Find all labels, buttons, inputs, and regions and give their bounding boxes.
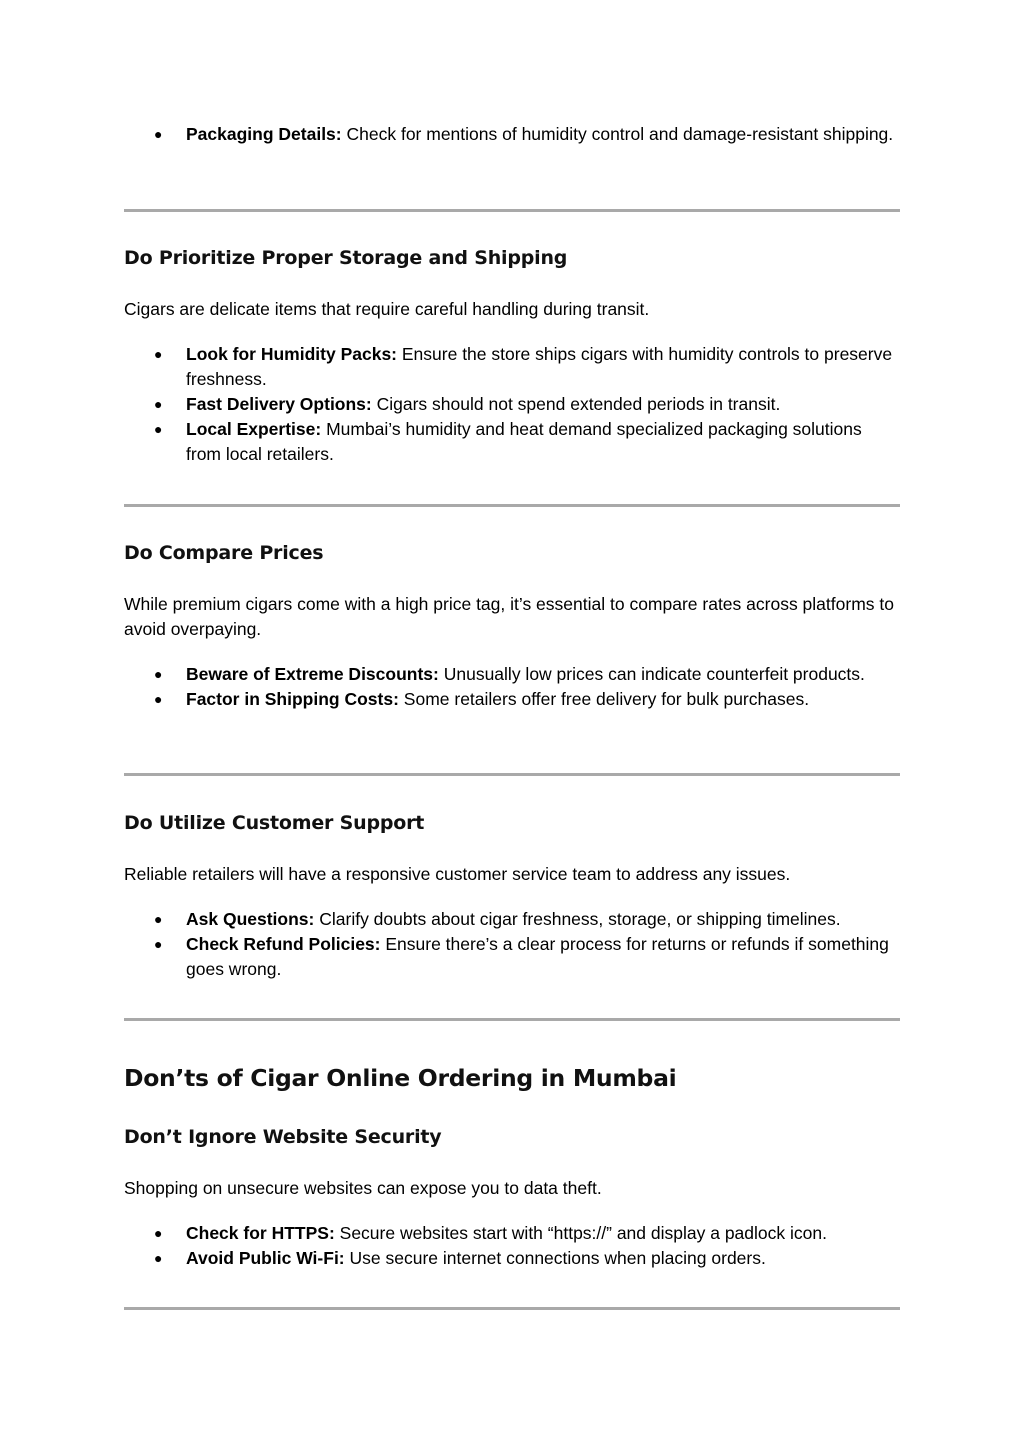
- section-list: [124, 342, 900, 467]
- item-term: Check for HTTPS:: [186, 1223, 335, 1243]
- section-heading: Do Utilize Customer Support: [124, 812, 425, 834]
- section-paragraph: Shopping on unsecure websites can expose you to data theft.: [124, 1178, 602, 1198]
- item-text: Use secure internet connections when placing orders.: [344, 1248, 766, 1268]
- section-list: [124, 907, 900, 982]
- bullet-icon: ●: [154, 911, 163, 927]
- bullet-icon: ●: [154, 1250, 163, 1266]
- intro-list: [124, 122, 900, 147]
- bullet-icon: ●: [154, 396, 163, 412]
- list-item: [124, 122, 900, 147]
- item-text: Unusually low prices can indicate counterfeit products.: [438, 664, 865, 684]
- item-text: Mumbai’s humidity and heat demand specialized packaging solutions from local retailers.: [186, 419, 862, 464]
- section-divider: [124, 1018, 900, 1021]
- item-term: Check Refund Policies:: [186, 934, 381, 954]
- bullet-icon: ●: [154, 421, 163, 437]
- section-list: [124, 1221, 900, 1271]
- section-divider: [124, 209, 900, 212]
- list-item: [124, 932, 900, 982]
- section-heading: Don’t Ignore Website Security: [124, 1126, 442, 1148]
- list-item: [124, 907, 900, 932]
- bullet-icon: ●: [154, 936, 163, 952]
- list-item: [124, 417, 900, 467]
- item-text: Ensure the store ships cigars with humidity controls to preserve freshness.: [186, 344, 893, 389]
- item-text: Secure websites start with “https://” and display a padlock icon.: [334, 1223, 827, 1243]
- bullet-icon: ●: [154, 691, 163, 707]
- donts-title: Don’ts of Cigar Online Ordering in Mumbai: [124, 1064, 677, 1092]
- section-paragraph: While premium cigars come with a high price tag, it’s essential to compare rates across platforms to avoid overpaying.: [124, 594, 894, 639]
- item-term: Factor in Shipping Costs:: [186, 689, 399, 709]
- section-heading: Do Compare Prices: [124, 542, 324, 564]
- section-paragraph: Reliable retailers will have a responsive customer service team to address any issues.: [124, 864, 791, 884]
- section-divider: [124, 504, 900, 507]
- bullet-icon: ●: [154, 346, 163, 362]
- item-text: Some retailers offer free delivery for bulk purchases.: [398, 689, 810, 709]
- section-list: [124, 662, 900, 712]
- item-term: Avoid Public Wi-Fi:: [186, 1248, 345, 1268]
- item-term: Ask Questions:: [186, 909, 315, 929]
- section-divider: [124, 773, 900, 776]
- list-item: [124, 662, 900, 687]
- list-item: [124, 687, 900, 712]
- item-term: Beware of Extreme Discounts:: [186, 664, 439, 684]
- item-text: Cigars should not spend extended periods in transit.: [371, 394, 781, 414]
- list-item: [124, 1246, 900, 1271]
- list-item: [124, 342, 900, 392]
- item-term: Local Expertise:: [186, 419, 322, 439]
- section-divider: [124, 1307, 900, 1310]
- list-item: [124, 392, 900, 417]
- item-text: Check for mentions of humidity control and damage-resistant shipping.: [341, 124, 894, 144]
- item-text: Clarify doubts about cigar freshness, storage, or shipping timelines.: [314, 909, 841, 929]
- item-term: Look for Humidity Packs:: [186, 344, 398, 364]
- bullet-icon: ●: [154, 126, 163, 142]
- bullet-icon: ●: [154, 1225, 163, 1241]
- section-heading: Do Prioritize Proper Storage and Shipping: [124, 247, 568, 269]
- item-text: Ensure there’s a clear process for returns or refunds if something goes wrong.: [186, 934, 889, 979]
- item-term: Fast Delivery Options:: [186, 394, 372, 414]
- section-paragraph: Cigars are delicate items that require careful handling during transit.: [124, 299, 650, 319]
- item-term: Packaging Details:: [186, 124, 342, 144]
- list-item: [124, 1221, 900, 1246]
- bullet-icon: ●: [154, 666, 163, 682]
